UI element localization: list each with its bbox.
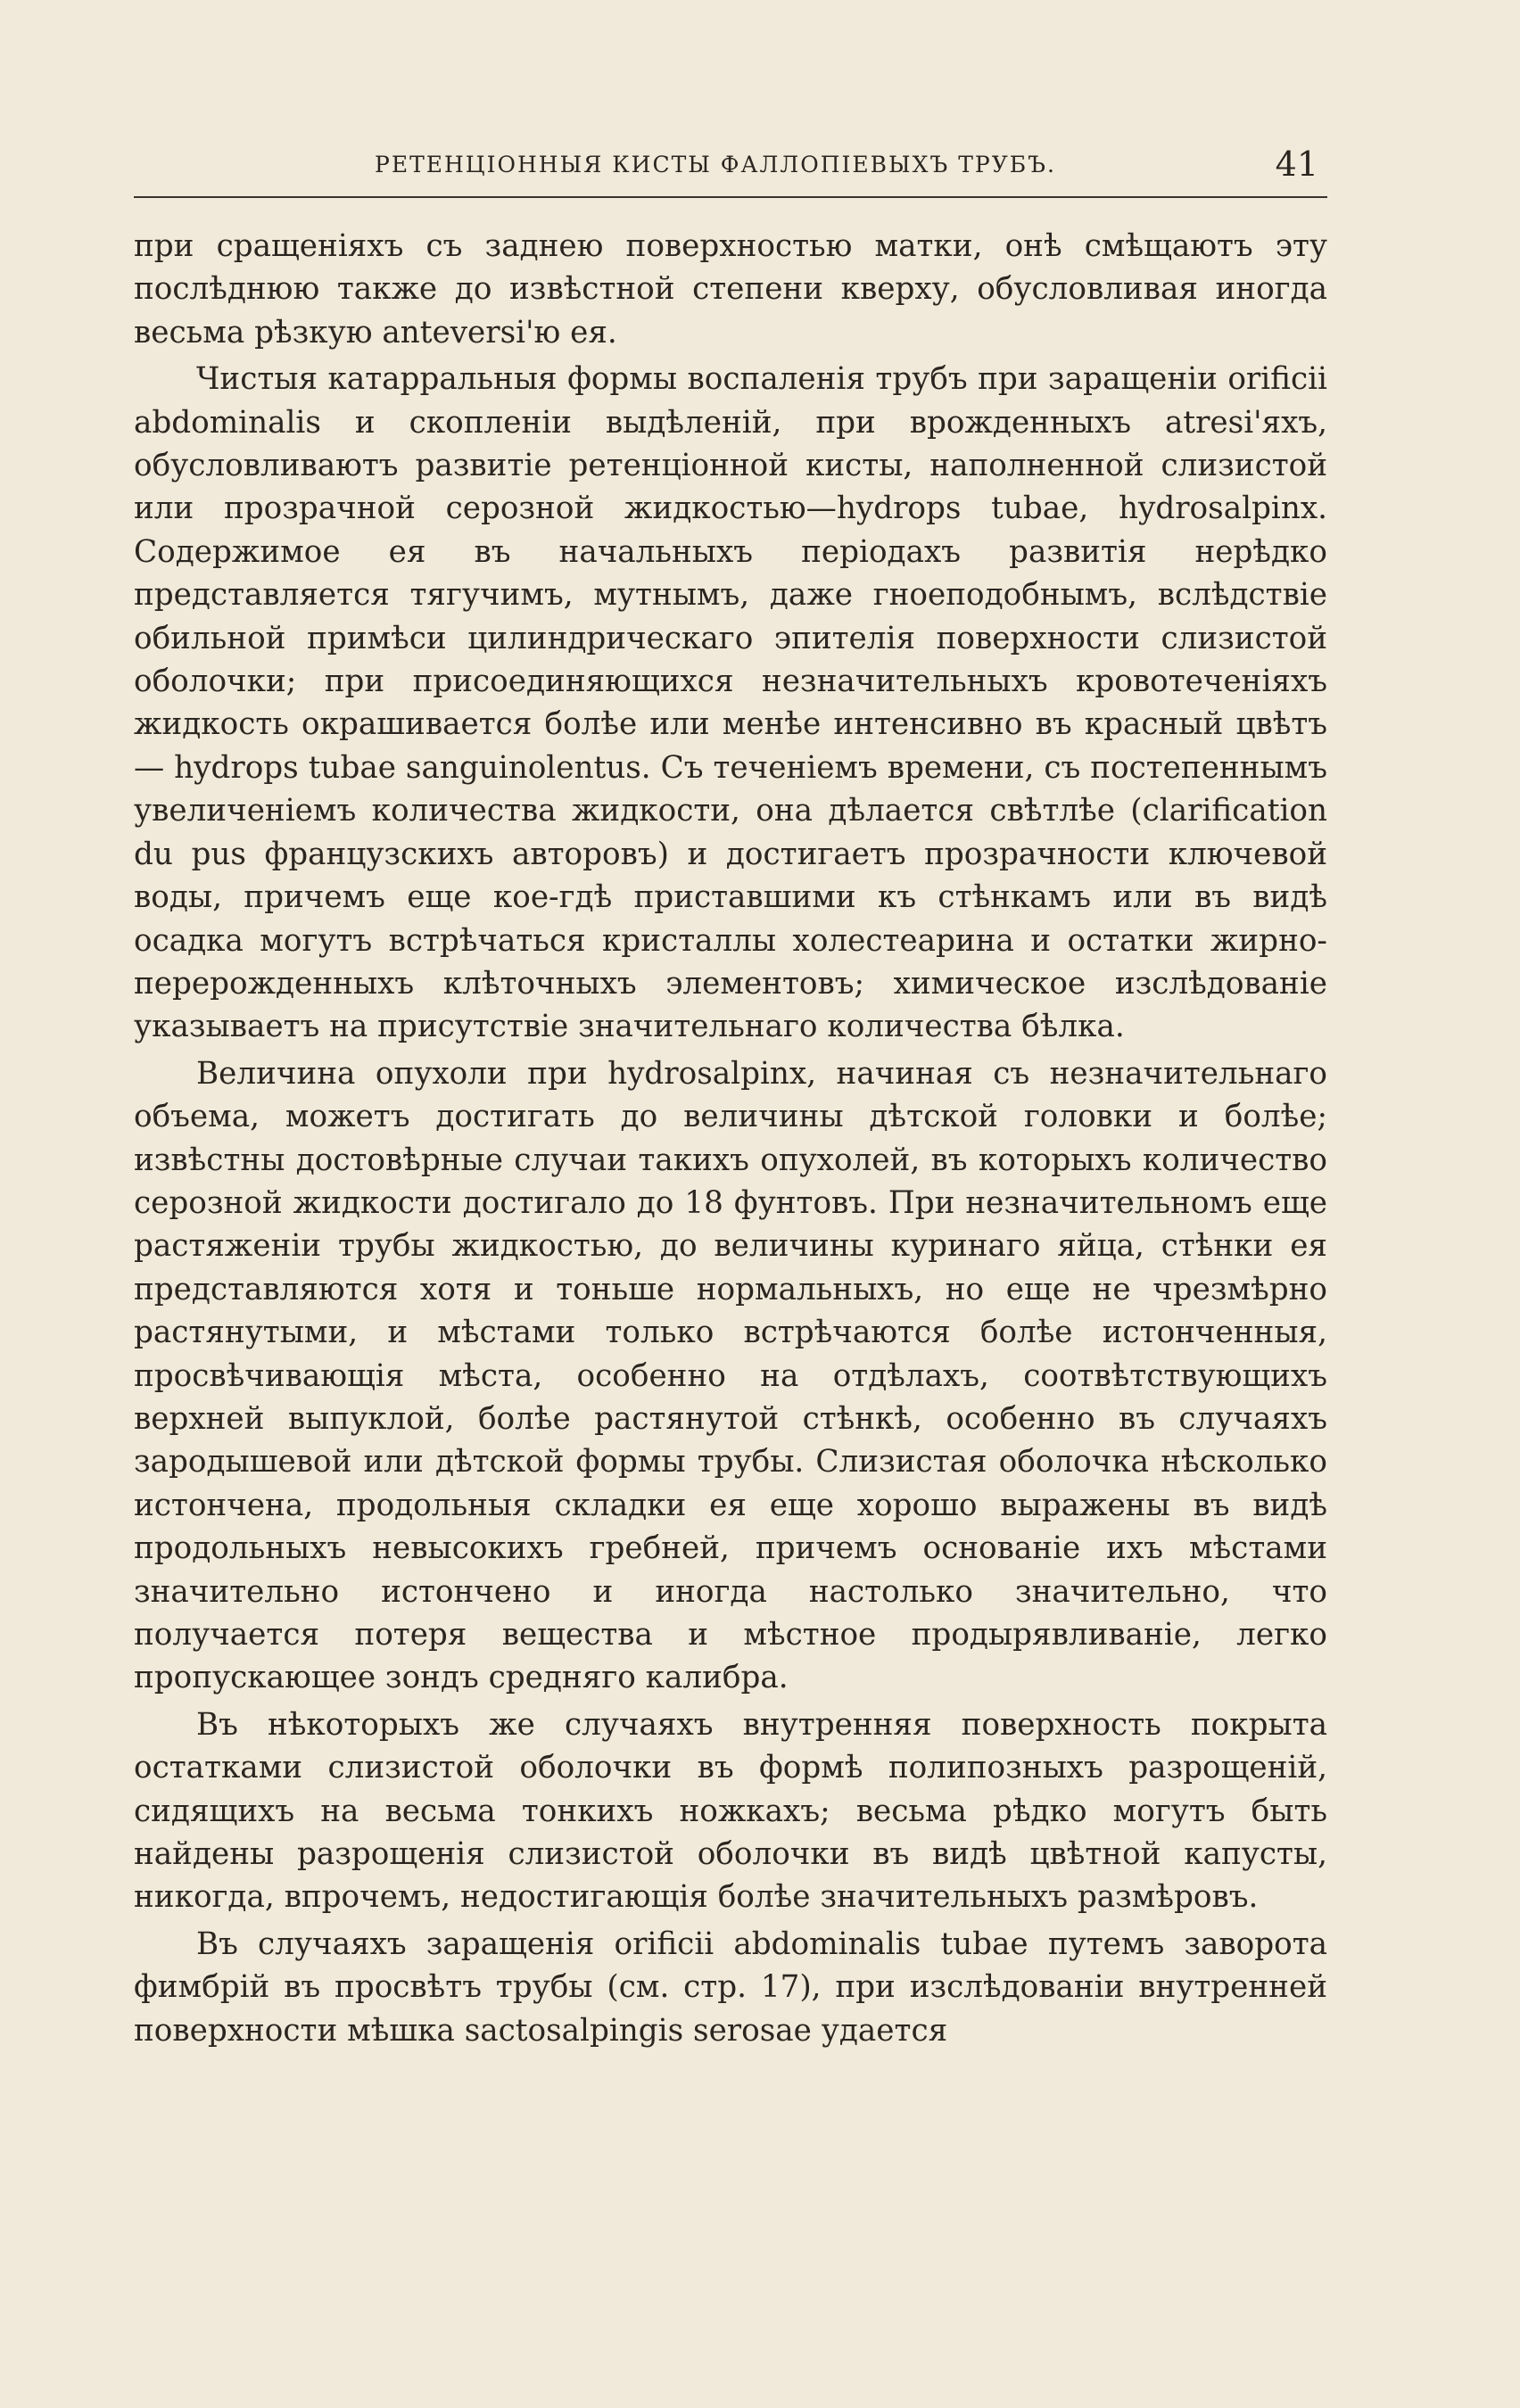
running-header	[134, 143, 1327, 198]
paragraph-1: при сращеніяхъ съ заднею поверхностью матки, онѣ смѣщаютъ эту послѣднюю также до извѣстной степени кверху, обусловливая иногда весьма рѣзкую anteversi'ю ея.	[134, 228, 1327, 350]
book-page	[134, 143, 1327, 2052]
paragraph-2: Чистыя катарральныя формы воспаленія трубъ при заращеніи orificii abdominalis и скопленіи выдѣленій, при врожденныхъ atresi'яхъ, обусловливаютъ развитіе ретенціонной кисты, наполненной слизистой или прозрачной серозной жидкостью—hydrops tubae, hydrosalpinx. Содержимое ея въ начальныхъ періодахъ развитія нерѣдко представляется тягучимъ, мутнымъ, даже гноеподобнымъ, вслѣдствіе обильной примѣси цилиндрическаго эпителія поверхности слизистой оболочки; при присоединяющихся незначительныхъ кровотеченіяхъ жидкость окрашивается болѣе или менѣе интенсивно въ красный цвѣтъ — hydrops tubae sanguinolentus. Съ теченіемъ времени, съ постепеннымъ увеличеніемъ количества жидкости, она дѣлается свѣтлѣе (clarification du pus французскихъ авторовъ) и достигаетъ прозрачности ключевой воды, причемъ еще кое-гдѣ приставшими къ стѣнкамъ или въ видѣ осадка могутъ встрѣчаться кристаллы холестеарина и остатки жирно-перерожденныхъ клѣточныхъ элементовъ; химическое изслѣдованіе указываетъ на присутствіе значительнаго количества бѣлка.	[134, 361, 1327, 1045]
running-title: РЕТЕНЦІОННЫЯ КИСТЫ ФАЛЛОПІЕВЫХЪ ТРУБЪ.	[375, 152, 1056, 177]
body-text	[134, 225, 1327, 2052]
paragraph-4: Въ нѣкоторыхъ же случаяхъ внутренняя поверхность покрыта остатками слизистой оболочки въ формѣ полипозныхъ разрощеній, сидящихъ на весьма тонкихъ ножкахъ; весьма рѣдко могутъ быть найдены разрощенія слизистой оболочки въ видѣ цвѣтной капусты, никогда, впрочемъ, недостигающія болѣе значительныхъ размѣровъ.	[134, 1706, 1327, 1916]
paragraph-3: Величина опухоли при hydrosalpinx, начиная съ незначительнаго объема, можетъ достигать до величины дѣтской головки и болѣе; извѣстны достовѣрные случаи такихъ опухолей, въ которыхъ количество серозной жидкости достигало до 18 фунтовъ. При незначительномъ еще растяженіи трубы жидкостью, до величины куринаго яйца, стѣнки ея представляются хотя и тоньше нормальныхъ, но еще не чрезмѣрно растянутыми, и мѣстами только встрѣчаются болѣе истонченныя, просвѣчивающія мѣста, особенно на отдѣлахъ, соотвѣтствующихъ верхней выпуклой, болѣе растянутой стѣнкѣ, особенно въ случаяхъ зародышевой или дѣтской формы трубы. Слизистая оболочка нѣсколько истончена, продольныя складки ея еще хорошо выражены въ видѣ продольныхъ невысокихъ гребней, причемъ основаніе ихъ мѣстами значительно истончено и иногда настолько значительно, что получается потеря вещества и мѣстное продырявливаніе, легко пропускающее зондъ средняго калибра.	[134, 1055, 1327, 1696]
page-number: 41	[1275, 144, 1318, 184]
paragraph-5: Въ случаяхъ заращенія orificii abdominalis tubae путемъ заворота фимбрій въ просвѣтъ трубы (см. стр. 17), при изслѣдованіи внутренней поверхности мѣшка sactosalpingis serosae удается	[134, 1926, 1327, 2049]
